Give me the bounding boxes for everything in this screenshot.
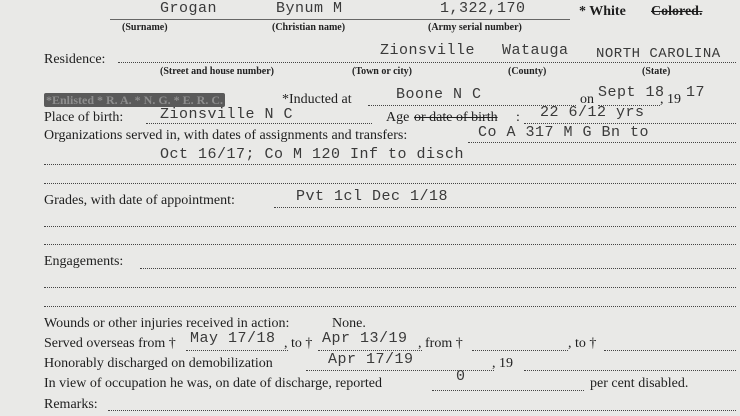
year-prefix: , 19 (660, 92, 681, 107)
inducted-date-value: Sept 18 (598, 84, 665, 101)
surname-label: (Surname) (122, 22, 168, 33)
discharge-date-value: Apr 17/19 (328, 351, 414, 368)
serial-label: (Army serial number) (428, 22, 522, 33)
organizations-line3 (44, 183, 736, 184)
age-label: Age (386, 110, 410, 125)
overseas-to2-label: , to † (568, 336, 597, 351)
discharge-date-line (306, 370, 494, 371)
state-label: (State) (642, 66, 671, 77)
organizations-line1-value: Co A 317 M G Bn to (478, 124, 650, 141)
overseas-to2-line (604, 350, 736, 351)
on-label: on (580, 92, 594, 107)
race-colored: Colored. (651, 4, 703, 19)
disabled-percent-line (432, 390, 584, 391)
wounds-value: None. (332, 316, 366, 331)
overseas-from2-line (472, 350, 568, 351)
remarks-line (108, 410, 736, 411)
street-label: (Street and house number) (160, 66, 274, 77)
birth-place-value: Zionsville N C (160, 106, 294, 123)
grades-label: Grades, with date of appointment: (44, 193, 235, 208)
discharged-label: Honorably discharged on demobilization (44, 356, 273, 371)
county-label: (County) (508, 66, 547, 77)
enlisted-struck-label: *Enlisted * R. A. * N. G. * E. R. C. (46, 93, 224, 107)
county-value: Watauga (502, 42, 569, 59)
overseas-to1-value: Apr 13/19 (322, 330, 408, 347)
grades-value: Pvt 1cl Dec 1/18 (296, 188, 449, 205)
occupation-label: In view of occupation he was, on date of discharge, reported (44, 376, 382, 391)
race-white: * White (579, 4, 626, 19)
birth-place-line (146, 123, 372, 124)
organizations-line2 (44, 164, 736, 165)
surname-value: Grogan (160, 0, 218, 17)
state-value: NORTH CAROLINA (596, 46, 721, 62)
discharge-year-line (524, 370, 736, 371)
age-colon: : (516, 110, 520, 125)
residence-line (118, 62, 736, 63)
birth-place-label: Place of birth: (44, 110, 124, 125)
engagements-label: Engagements: (44, 254, 124, 269)
overseas-label: Served overseas from † (44, 336, 176, 351)
engagements-line3 (44, 306, 736, 307)
disabled-percent-value: 0 (456, 368, 466, 385)
christian-name-value: Bynum M (276, 0, 343, 17)
engagements-line2 (44, 287, 736, 288)
wounds-label: Wounds or other injuries received in action: (44, 316, 290, 331)
organizations-line1 (468, 142, 736, 143)
organizations-label: Organizations served in, with dates of assignments and transfers: (44, 128, 408, 143)
serial-number-value: 1,322,170 (440, 0, 526, 17)
organizations-line2-value: Oct 16/17; Co M 120 Inf to disch (160, 146, 465, 163)
grades-line1 (274, 207, 736, 208)
grades-line2 (44, 226, 736, 227)
overseas-from1-line (186, 350, 288, 351)
date-of-birth-struck: or date of birth (414, 110, 498, 125)
town-value: Zionsville (380, 42, 476, 59)
overseas-to1-label: , to † (284, 336, 313, 351)
grades-line3 (44, 244, 736, 245)
percent-disabled-label: per cent disabled. (590, 376, 689, 391)
christian-name-label: (Christian name) (272, 22, 346, 33)
inducted-label: *Inducted at (282, 92, 352, 107)
discharge-year-label: , 19 (492, 356, 513, 371)
remarks-label: Remarks: (44, 397, 98, 412)
inducted-year-value: 17 (686, 84, 706, 101)
residence-label: Residence: (44, 52, 106, 67)
town-label: (Town or city) (352, 66, 412, 77)
name-line (110, 19, 570, 20)
engagements-line1 (140, 268, 736, 269)
inducted-place-value: Boone N C (396, 86, 482, 103)
overseas-from1-value: May 17/18 (190, 330, 276, 347)
overseas-from2-label: , from † (418, 336, 463, 351)
age-value: 22 6/12 yrs (540, 104, 645, 121)
